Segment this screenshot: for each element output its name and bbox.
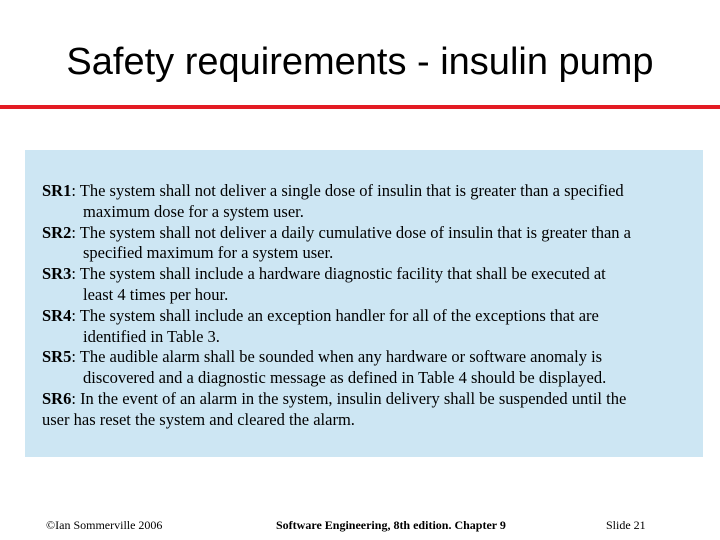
requirement-separator: : xyxy=(71,305,80,325)
requirement-separator: : xyxy=(71,264,80,284)
requirement-separator: : xyxy=(71,388,81,408)
requirement-text: The system shall include an exception handler for all of the exceptions that are xyxy=(79,305,599,325)
requirement-sr6 xyxy=(42,389,687,431)
requirement-text: The system shall not deliver a single dose of insulin that is greater than a specified xyxy=(79,181,624,200)
requirement-text-continued: discovered and a diagnostic message as defined in Table 4 should be displayed. xyxy=(83,368,607,388)
requirement-text: The system shall not deliver a daily cumulative dose of insulin that is greater than a xyxy=(79,222,631,242)
requirement-text-continued: specified maximum for a system user. xyxy=(83,243,334,263)
requirement-sr4 xyxy=(42,306,687,348)
requirement-id: SR5 xyxy=(42,347,72,367)
requirement-sr1 xyxy=(42,181,687,223)
requirement-text: The audible alarm shall be sounded when any hardware or software anomaly is xyxy=(79,347,603,367)
requirement-id: SR4 xyxy=(42,305,72,325)
requirement-text-continued: least 4 times per hour. xyxy=(83,284,229,304)
requirement-id: SR2 xyxy=(42,222,72,242)
requirement-text-continued: maximum dose for a system user. xyxy=(83,201,304,221)
requirement-sr2 xyxy=(42,223,687,265)
footer-copyright: ©Ian Sommerville 2006 xyxy=(46,518,163,532)
requirement-text: The system shall include a hardware diagnostic facility that shall be executed at xyxy=(79,264,606,284)
footer-book-title: Software Engineering, 8th edition. Chapter 9 xyxy=(276,518,506,532)
requirement-text: In the event of an alarm in the system, insulin delivery shall be suspended until the xyxy=(80,388,627,408)
requirement-separator: : xyxy=(71,347,80,367)
requirement-id: SR6 xyxy=(42,388,72,408)
requirement-sr3 xyxy=(42,264,687,306)
requirement-sr5 xyxy=(42,347,687,389)
requirement-separator: : xyxy=(71,181,80,200)
title-divider xyxy=(0,105,720,109)
requirement-text-continued: identified in Table 3. xyxy=(83,326,220,346)
requirement-separator: : xyxy=(71,222,80,242)
requirements-box xyxy=(25,150,703,457)
requirement-text-continued: user has reset the system and cleared the alarm. xyxy=(42,409,355,429)
footer-slide-number: Slide 21 xyxy=(606,518,646,532)
requirement-id: SR1 xyxy=(42,181,72,200)
requirement-id: SR3 xyxy=(42,264,72,284)
slide-title: Safety requirements - insulin pump xyxy=(66,41,654,83)
